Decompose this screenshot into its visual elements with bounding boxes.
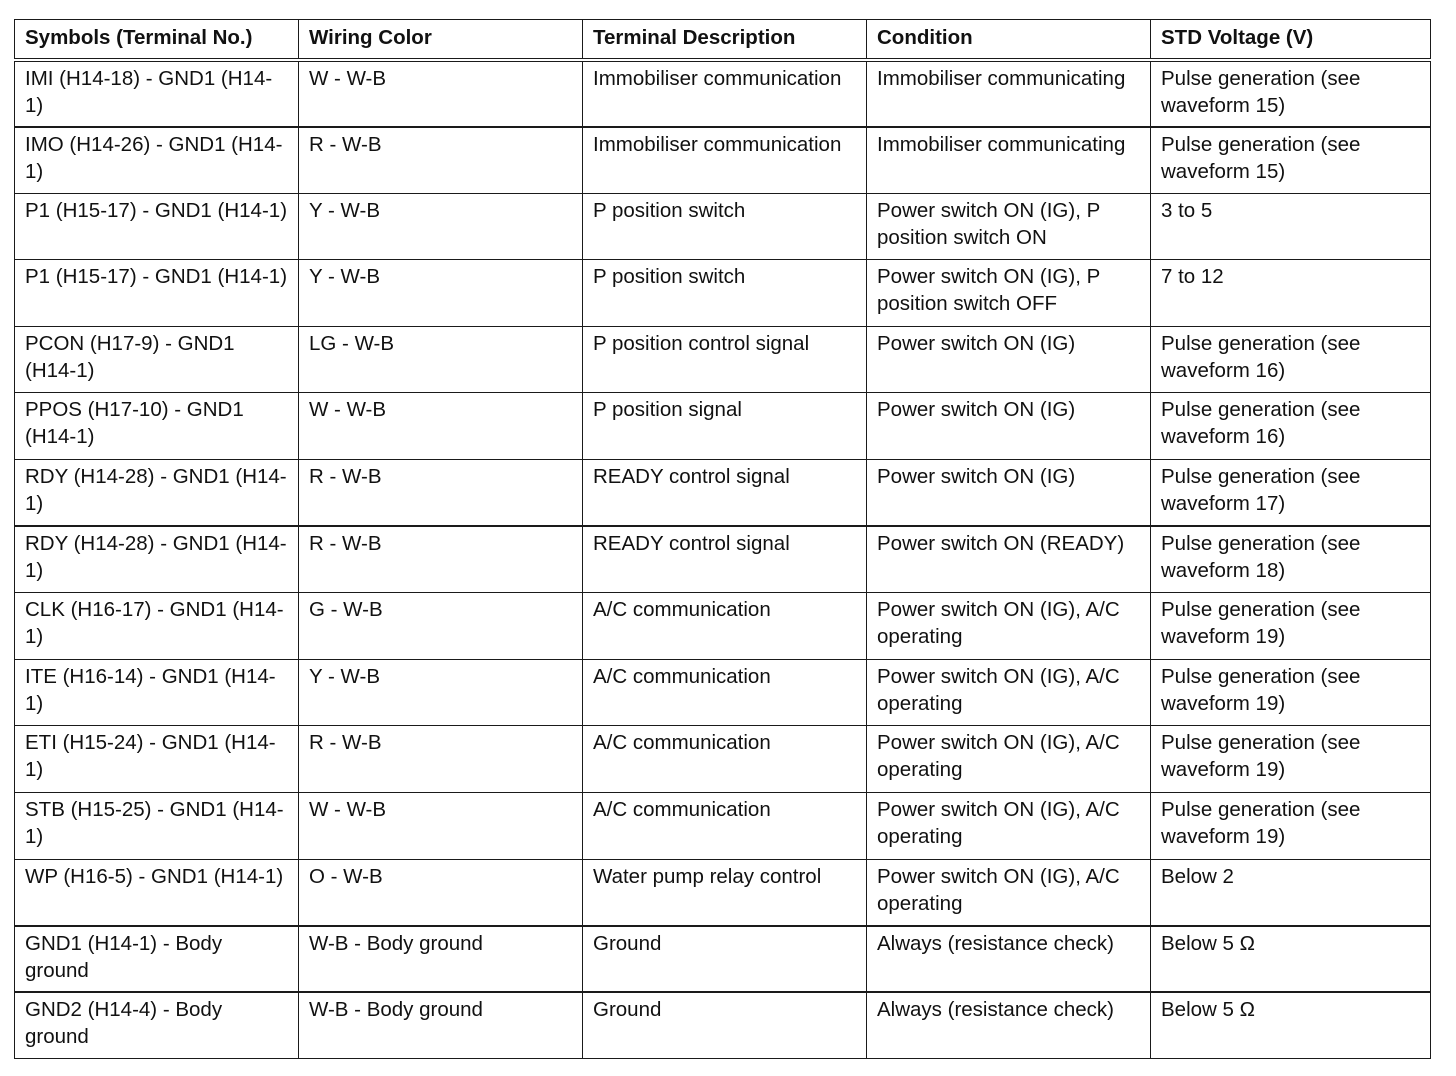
cell-symbol: CLK (H16-17) - GND1 (H14-1) bbox=[15, 593, 299, 660]
table-header-row bbox=[15, 20, 1431, 61]
cell-symbol: PCON (H17-9) - GND1 (H14-1) bbox=[15, 326, 299, 393]
cell-condition: Power switch ON (IG), A/C operating bbox=[867, 726, 1151, 793]
cell-condition: Power switch ON (IG), A/C operating bbox=[867, 659, 1151, 726]
table-row bbox=[15, 127, 1431, 194]
cell-wiring-color: W-B - Body ground bbox=[299, 926, 583, 993]
table-row bbox=[15, 593, 1431, 660]
cell-voltage: 7 to 12 bbox=[1151, 260, 1431, 327]
table-row bbox=[15, 926, 1431, 993]
cell-description: Ground bbox=[583, 926, 867, 993]
cell-symbol: WP (H16-5) - GND1 (H14-1) bbox=[15, 859, 299, 926]
cell-voltage: 3 to 5 bbox=[1151, 193, 1431, 260]
cell-symbol: ETI (H15-24) - GND1 (H14-1) bbox=[15, 726, 299, 793]
header-wiring-color: Wiring Color bbox=[299, 20, 583, 61]
cell-symbol: IMO (H14-26) - GND1 (H14-1) bbox=[15, 127, 299, 194]
cell-voltage: Pulse generation (see waveform 18) bbox=[1151, 526, 1431, 593]
cell-wiring-color: W - W-B bbox=[299, 393, 583, 460]
cell-condition: Power switch ON (IG), A/C operating bbox=[867, 593, 1151, 660]
cell-description: READY control signal bbox=[583, 526, 867, 593]
table-row bbox=[15, 526, 1431, 593]
cell-symbol: IMI (H14-18) - GND1 (H14-1) bbox=[15, 60, 299, 127]
cell-symbol: STB (H15-25) - GND1 (H14-1) bbox=[15, 793, 299, 860]
cell-voltage: Pulse generation (see waveform 19) bbox=[1151, 593, 1431, 660]
cell-wiring-color: W - W-B bbox=[299, 793, 583, 860]
cell-description: A/C communication bbox=[583, 659, 867, 726]
table-row bbox=[15, 793, 1431, 860]
cell-condition: Immobiliser communicating bbox=[867, 127, 1151, 194]
cell-voltage: Below 5 Ω bbox=[1151, 926, 1431, 993]
cell-wiring-color: Y - W-B bbox=[299, 193, 583, 260]
cell-wiring-color: Y - W-B bbox=[299, 659, 583, 726]
cell-voltage: Pulse generation (see waveform 19) bbox=[1151, 793, 1431, 860]
cell-symbol: RDY (H14-28) - GND1 (H14-1) bbox=[15, 526, 299, 593]
cell-wiring-color: LG - W-B bbox=[299, 326, 583, 393]
cell-condition: Power switch ON (READY) bbox=[867, 526, 1151, 593]
header-std-voltage: STD Voltage (V) bbox=[1151, 20, 1431, 61]
cell-wiring-color: R - W-B bbox=[299, 526, 583, 593]
table-row bbox=[15, 859, 1431, 926]
cell-condition: Always (resistance check) bbox=[867, 926, 1151, 993]
terminal-voltage-table bbox=[14, 19, 1431, 1059]
table-row bbox=[15, 60, 1431, 127]
table-row bbox=[15, 393, 1431, 460]
header-terminal-description: Terminal Description bbox=[583, 20, 867, 61]
cell-condition: Immobiliser communicating bbox=[867, 60, 1151, 127]
cell-description: A/C communication bbox=[583, 726, 867, 793]
cell-voltage: Below 2 bbox=[1151, 859, 1431, 926]
cell-description: P position control signal bbox=[583, 326, 867, 393]
cell-wiring-color: G - W-B bbox=[299, 593, 583, 660]
cell-description: A/C communication bbox=[583, 793, 867, 860]
cell-wiring-color: W-B - Body ground bbox=[299, 992, 583, 1059]
cell-symbol: ITE (H16-14) - GND1 (H14-1) bbox=[15, 659, 299, 726]
cell-voltage: Pulse generation (see waveform 15) bbox=[1151, 127, 1431, 194]
cell-symbol: P1 (H15-17) - GND1 (H14-1) bbox=[15, 260, 299, 327]
table-row bbox=[15, 992, 1431, 1059]
cell-wiring-color: R - W-B bbox=[299, 726, 583, 793]
cell-voltage: Pulse generation (see waveform 19) bbox=[1151, 726, 1431, 793]
cell-wiring-color: Y - W-B bbox=[299, 260, 583, 327]
cell-condition: Power switch ON (IG) bbox=[867, 326, 1151, 393]
cell-voltage: Pulse generation (see waveform 15) bbox=[1151, 60, 1431, 127]
cell-voltage: Pulse generation (see waveform 16) bbox=[1151, 393, 1431, 460]
cell-symbol: GND1 (H14-1) - Body ground bbox=[15, 926, 299, 993]
cell-description: P position switch bbox=[583, 193, 867, 260]
cell-wiring-color: W - W-B bbox=[299, 60, 583, 127]
cell-description: READY control signal bbox=[583, 460, 867, 527]
cell-description: P position switch bbox=[583, 260, 867, 327]
cell-symbol: GND2 (H14-4) - Body ground bbox=[15, 992, 299, 1059]
cell-voltage: Pulse generation (see waveform 17) bbox=[1151, 460, 1431, 527]
cell-condition: Power switch ON (IG), P position switch ON bbox=[867, 193, 1151, 260]
table-row bbox=[15, 260, 1431, 327]
table-row bbox=[15, 193, 1431, 260]
cell-voltage: Pulse generation (see waveform 19) bbox=[1151, 659, 1431, 726]
table-row bbox=[15, 726, 1431, 793]
cell-condition: Always (resistance check) bbox=[867, 992, 1151, 1059]
cell-wiring-color: R - W-B bbox=[299, 460, 583, 527]
cell-voltage: Below 5 Ω bbox=[1151, 992, 1431, 1059]
cell-description: Ground bbox=[583, 992, 867, 1059]
header-symbols: Symbols (Terminal No.) bbox=[15, 20, 299, 61]
cell-condition: Power switch ON (IG) bbox=[867, 460, 1151, 527]
header-condition: Condition bbox=[867, 20, 1151, 61]
cell-condition: Power switch ON (IG), P position switch OFF bbox=[867, 260, 1151, 327]
cell-wiring-color: R - W-B bbox=[299, 127, 583, 194]
cell-condition: Power switch ON (IG), A/C operating bbox=[867, 793, 1151, 860]
cell-voltage: Pulse generation (see waveform 16) bbox=[1151, 326, 1431, 393]
cell-description: A/C communication bbox=[583, 593, 867, 660]
table-row bbox=[15, 460, 1431, 527]
cell-description: Water pump relay control bbox=[583, 859, 867, 926]
cell-symbol: P1 (H15-17) - GND1 (H14-1) bbox=[15, 193, 299, 260]
cell-wiring-color: O - W-B bbox=[299, 859, 583, 926]
cell-description: Immobiliser communication bbox=[583, 60, 867, 127]
cell-condition: Power switch ON (IG) bbox=[867, 393, 1151, 460]
table-row bbox=[15, 659, 1431, 726]
table-row bbox=[15, 326, 1431, 393]
cell-symbol: RDY (H14-28) - GND1 (H14-1) bbox=[15, 460, 299, 527]
cell-description: P position signal bbox=[583, 393, 867, 460]
cell-description: Immobiliser communication bbox=[583, 127, 867, 194]
cell-symbol: PPOS (H17-10) - GND1 (H14-1) bbox=[15, 393, 299, 460]
cell-condition: Power switch ON (IG), A/C operating bbox=[867, 859, 1151, 926]
